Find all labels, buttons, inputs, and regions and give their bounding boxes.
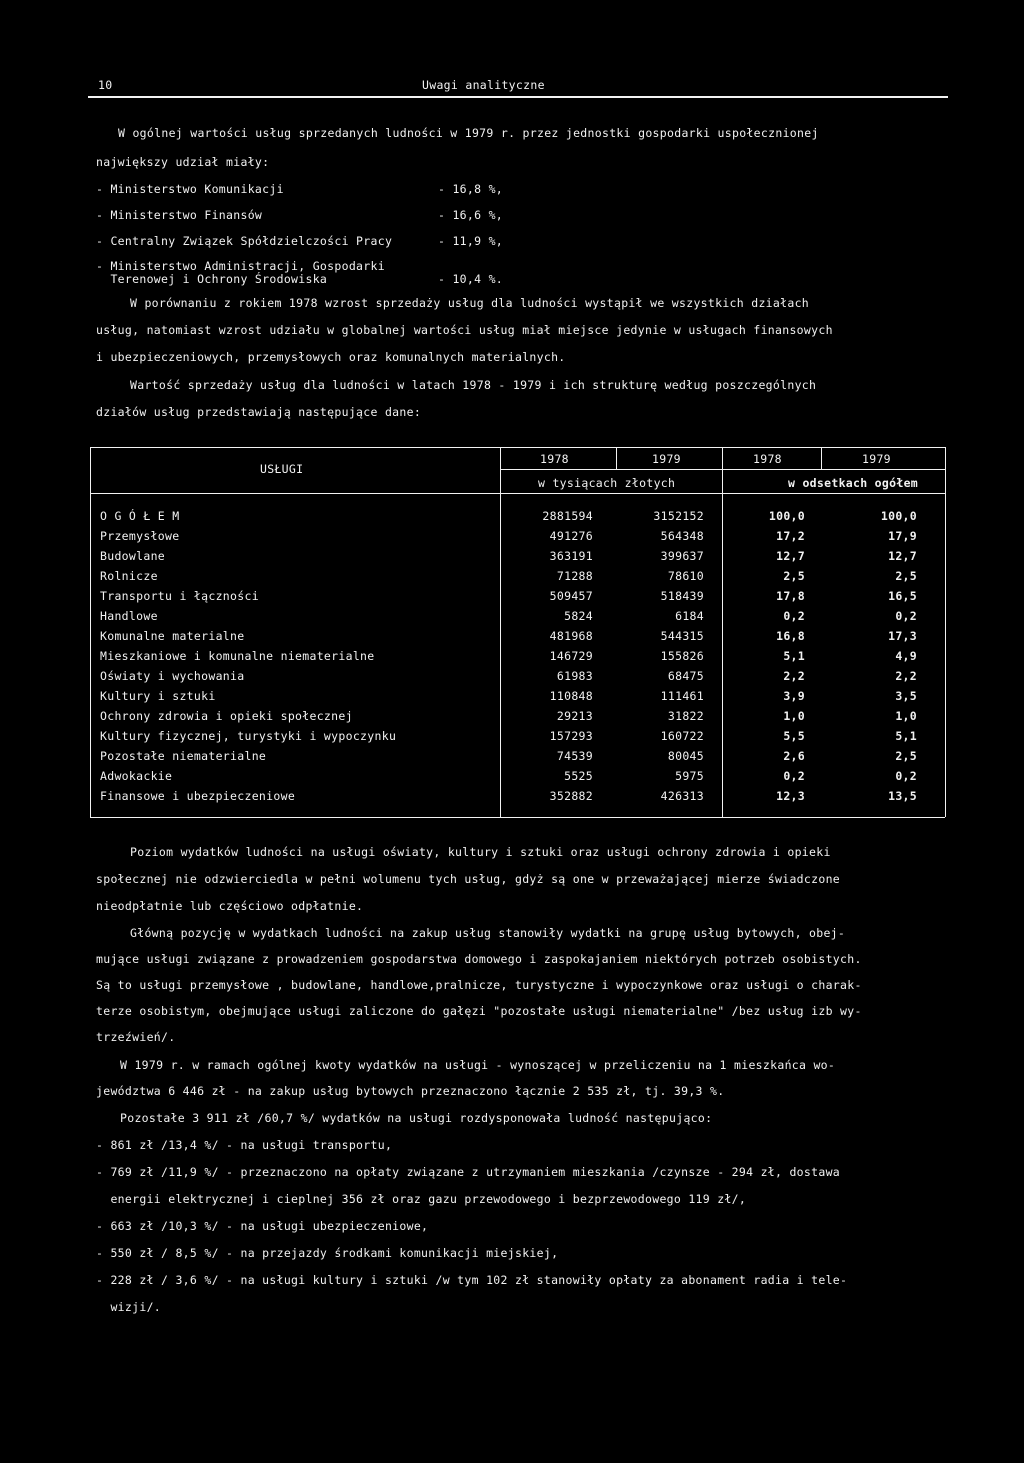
table-cell-pct-1979: 17,3 bbox=[888, 629, 917, 643]
share-name: - Ministerstwo Administracji, Gospodarki bbox=[96, 259, 385, 273]
table-cell-value-1979: 80045 bbox=[667, 749, 704, 763]
table-header-services: USŁUGI bbox=[260, 462, 304, 476]
table-cell-pct-1979: 13,5 bbox=[888, 789, 917, 803]
table-cell-pct-1978: 2,5 bbox=[783, 569, 805, 583]
table-row bbox=[90, 669, 945, 689]
table-cell-pct-1979: 0,2 bbox=[895, 609, 917, 623]
para3-line: działów usług przedstawiają następujące dane: bbox=[96, 405, 422, 419]
table-row bbox=[90, 709, 945, 729]
para3-line: Wartość sprzedaży usług dla ludności w latach 1978 - 1979 i ich strukturę według poszczególnych bbox=[130, 378, 817, 392]
table-header-year: 1978 bbox=[540, 452, 569, 466]
table-row bbox=[90, 509, 945, 529]
table-cell-pct-1978: 3,9 bbox=[783, 689, 805, 703]
table-cell-pct-1978: 16,8 bbox=[776, 629, 805, 643]
table-cell-pct-1979: 2,2 bbox=[895, 669, 917, 683]
para2-line: i ubezpieczeniowych, przemysłowych oraz komunalnych materialnych. bbox=[96, 350, 566, 364]
table-cell-value-1978: 61983 bbox=[556, 669, 593, 683]
share-value: - 10,4 %. bbox=[438, 272, 504, 286]
table-cell-value-1978: 157293 bbox=[549, 729, 593, 743]
table-cell-service: Budowlane bbox=[100, 549, 166, 563]
share-name: - Ministerstwo Finansów bbox=[96, 208, 263, 222]
table-cell-pct-1978: 5,5 bbox=[783, 729, 805, 743]
table-cell-value-1978: 71288 bbox=[556, 569, 593, 583]
table-cell-value-1978: 74539 bbox=[556, 749, 593, 763]
table-cell-pct-1978: 2,2 bbox=[783, 669, 805, 683]
intro-line-2: największy udział miały: bbox=[96, 155, 270, 169]
table-cell-pct-1979: 12,7 bbox=[888, 549, 917, 563]
table-cell-pct-1979: 2,5 bbox=[895, 749, 917, 763]
table-cell-service: Ochrony zdrowia i opieki społecznej bbox=[100, 709, 353, 723]
table-cell-service: Oświaty i wychowania bbox=[100, 669, 245, 683]
table-cell-service: Pozostałe niematerialne bbox=[100, 749, 267, 763]
table-cell-value-1978: 363191 bbox=[549, 549, 593, 563]
list-item: - 861 zł /13,4 %/ - na usługi transportu, bbox=[96, 1138, 393, 1152]
table-cell-pct-1978: 12,3 bbox=[776, 789, 805, 803]
intro-line-1: W ogólnej wartości usług sprzedanych ludności w 1979 r. przez jednostki gospodarki uspołecznionej bbox=[118, 126, 819, 140]
table-cell-value-1979: 111461 bbox=[660, 689, 704, 703]
table-header-year: 1979 bbox=[652, 452, 681, 466]
table-cell-pct-1978: 0,2 bbox=[783, 609, 805, 623]
table-cell-value-1979: 78610 bbox=[667, 569, 704, 583]
share-value: - 16,6 %, bbox=[438, 208, 504, 222]
table-cell-value-1979: 544315 bbox=[660, 629, 704, 643]
table-row bbox=[90, 629, 945, 649]
table-cell-pct-1979: 1,0 bbox=[895, 709, 917, 723]
table-cell-service: Przemysłowe bbox=[100, 529, 180, 543]
table-row bbox=[90, 729, 945, 749]
table-cell-pct-1978: 17,8 bbox=[776, 589, 805, 603]
table-cell-service: Handlowe bbox=[100, 609, 158, 623]
table-cell-pct-1979: 5,1 bbox=[895, 729, 917, 743]
table-row bbox=[90, 649, 945, 669]
table-cell-pct-1978: 0,2 bbox=[783, 769, 805, 783]
table-cell-value-1978: 509457 bbox=[549, 589, 593, 603]
table-cell-service: Kultury i sztuki bbox=[100, 689, 216, 703]
table-row bbox=[90, 789, 945, 809]
table-unit-left: w tysiącach złotych bbox=[538, 476, 676, 490]
table-cell-value-1978: 110848 bbox=[549, 689, 593, 703]
table-cell-value-1979: 426313 bbox=[660, 789, 704, 803]
para5-line: Są to usługi przemysłowe , budowlane, handlowe,pralnicze, turystyczne i wypoczynkowe oraz usługi o charak- bbox=[96, 978, 862, 992]
table-row bbox=[90, 589, 945, 609]
table-cell-pct-1978: 12,7 bbox=[776, 549, 805, 563]
table-cell-pct-1979: 17,9 bbox=[888, 529, 917, 543]
table-cell-value-1978: 29213 bbox=[556, 709, 593, 723]
table-cell-value-1979: 564348 bbox=[660, 529, 704, 543]
table-header-year: 1978 bbox=[753, 452, 782, 466]
list-item: - 769 zł /11,9 %/ - przeznaczono na opłaty związane z utrzymaniem mieszkania /czynsze - 294 zł, dostawa bbox=[96, 1165, 841, 1179]
table-cell-value-1979: 31822 bbox=[667, 709, 704, 723]
table-row bbox=[90, 749, 945, 769]
para5-line: terze osobistym, obejmujące usługi zaliczone do gałęzi "pozostałe usługi niematerialne" /bez usług izb wy- bbox=[96, 1004, 862, 1018]
table-cell-service: Adwokackie bbox=[100, 769, 173, 783]
para6-line: W 1979 r. w ramach ogólnej kwoty wydatków na usługi - wynoszącej w przeliczeniu na 1 mieszkańca wo- bbox=[120, 1058, 836, 1072]
para5-line: Główną pozycję w wydatkach ludności na zakup usług stanowiły wydatki na grupę usług bytowych, obej- bbox=[130, 926, 846, 940]
para2-line: usług, natomiast wzrost udziału w globalnej wartości usług miał miejsce jedynie w usługach finansowych bbox=[96, 323, 833, 337]
table-cell-value-1979: 518439 bbox=[660, 589, 704, 603]
share-name: - Centralny Związek Spółdzielczości Pracy bbox=[96, 234, 393, 248]
table-row bbox=[90, 609, 945, 629]
table-cell-service: Mieszkaniowe i komunalne niematerialne bbox=[100, 649, 375, 663]
para4-line: nieodpłatnie lub częściowo odpłatnie. bbox=[96, 899, 364, 913]
table-cell-pct-1979: 100,0 bbox=[880, 509, 917, 523]
share-name: - Ministerstwo Komunikacji bbox=[96, 182, 284, 196]
table-cell-service: Kultury fizycznej, turystyki i wypoczynku bbox=[100, 729, 397, 743]
table-cell-value-1978: 146729 bbox=[549, 649, 593, 663]
table-cell-pct-1978: 5,1 bbox=[783, 649, 805, 663]
table-cell-value-1978: 491276 bbox=[549, 529, 593, 543]
list-item: - 663 zł /10,3 %/ - na usługi ubezpieczeniowe, bbox=[96, 1219, 429, 1233]
table-row bbox=[90, 569, 945, 589]
list-item: energii elektrycznej i cieplnej 356 zł oraz gazu przewodowego i bezprzewodowego 119 zł/, bbox=[96, 1192, 747, 1206]
table-cell-service: Komunalne materialne bbox=[100, 629, 245, 643]
list-item: - 550 zł / 8,5 %/ - na przejazdy środkami komunikacji miejskiej, bbox=[96, 1246, 559, 1260]
table-cell-pct-1978: 100,0 bbox=[768, 509, 805, 523]
table-cell-service: Rolnicze bbox=[100, 569, 158, 583]
table-cell-service: Finansowe i ubezpieczeniowe bbox=[100, 789, 296, 803]
table-cell-pct-1978: 1,0 bbox=[783, 709, 805, 723]
running-title: Uwagi analityczne bbox=[422, 78, 545, 92]
table-cell-service: O G Ó Ł E M bbox=[100, 509, 180, 523]
table-cell-value-1978: 5824 bbox=[564, 609, 593, 623]
table-cell-value-1978: 481968 bbox=[549, 629, 593, 643]
list-item: - 228 zł / 3,6 %/ - na usługi kultury i sztuki /w tym 102 zł stanowiły opłaty za abonament radia i tele- bbox=[96, 1273, 848, 1287]
table-cell-value-1979: 160722 bbox=[660, 729, 704, 743]
para2-line: W porównaniu z rokiem 1978 wzrost sprzedaży usług dla ludności wystąpił we wszystkich działach bbox=[130, 296, 810, 310]
table-cell-pct-1979: 3,5 bbox=[895, 689, 917, 703]
table-cell-pct-1978: 17,2 bbox=[776, 529, 805, 543]
table-cell-pct-1979: 16,5 bbox=[888, 589, 917, 603]
para5-line: mujące usługi związane z prowadzeniem gospodarstwa domowego i zaspokajaniem niektórych potrzeb osobistych. bbox=[96, 952, 862, 966]
table-header-year: 1979 bbox=[862, 452, 891, 466]
para4-line: społecznej nie odzwierciedla w pełni wolumenu tych usług, gdyż są one w przeważającej mierze świadczone bbox=[96, 872, 841, 886]
table-cell-pct-1978: 2,6 bbox=[783, 749, 805, 763]
para7-line: Pozostałe 3 911 zł /60,7 %/ wydatków na usługi rozdysponowała ludność następująco: bbox=[120, 1111, 713, 1125]
table-cell-pct-1979: 2,5 bbox=[895, 569, 917, 583]
table-cell-value-1979: 3152152 bbox=[653, 509, 704, 523]
page-number: 10 bbox=[98, 78, 113, 92]
table-cell-value-1979: 399637 bbox=[660, 549, 704, 563]
table-cell-pct-1979: 0,2 bbox=[895, 769, 917, 783]
table-row bbox=[90, 529, 945, 549]
table-cell-value-1979: 5975 bbox=[675, 769, 704, 783]
share-name: Terenowej i Ochrony Środowiska bbox=[96, 272, 328, 286]
para6-line: jewództwa 6 446 zł - na zakup usług bytowych przeznaczono łącznie 2 535 zł, tj. 39,3 %. bbox=[96, 1084, 725, 1098]
table-cell-value-1979: 68475 bbox=[667, 669, 704, 683]
para4-line: Poziom wydatków ludności na usługi oświaty, kultury i sztuki oraz usługi ochrony zdrowia i opieki bbox=[130, 845, 831, 859]
share-value: - 16,8 %, bbox=[438, 182, 504, 196]
table-unit-right: w odsetkach ogółem bbox=[788, 476, 919, 490]
table-cell-value-1978: 2881594 bbox=[542, 509, 593, 523]
header-rule bbox=[88, 96, 948, 98]
table-row bbox=[90, 549, 945, 569]
table-cell-value-1978: 5525 bbox=[564, 769, 593, 783]
table-cell-value-1979: 6184 bbox=[675, 609, 704, 623]
table-row bbox=[90, 769, 945, 789]
list-item: wizji/. bbox=[96, 1300, 162, 1314]
table-row bbox=[90, 689, 945, 709]
table-cell-pct-1979: 4,9 bbox=[895, 649, 917, 663]
table-cell-value-1979: 155826 bbox=[660, 649, 704, 663]
para5-line: trzeźwień/. bbox=[96, 1030, 176, 1044]
share-value: - 11,9 %, bbox=[438, 234, 504, 248]
services-table bbox=[90, 447, 945, 817]
table-cell-value-1978: 352882 bbox=[549, 789, 593, 803]
table-cell-service: Transportu i łączności bbox=[100, 589, 259, 603]
